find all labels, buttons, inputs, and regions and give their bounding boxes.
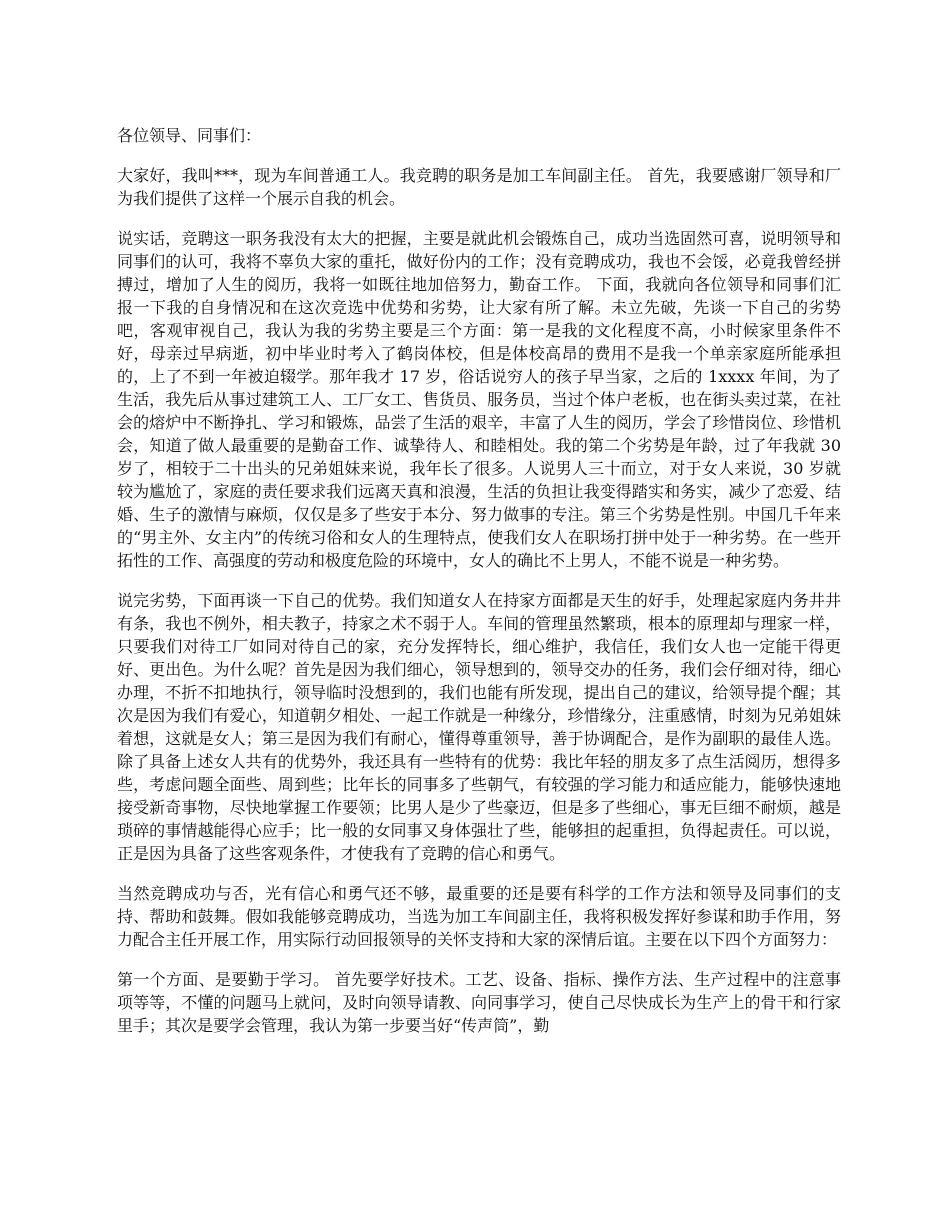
paragraph-strengths: 说完劣势，下面再谈一下自己的优势。我们知道女人在持家方面都是天生的好手，处理起家庭内务井井有条，我也不例外，相夫教子，持家之术不弱于人。车间的管理虽然繁琐，根本的原理却与理家一样，只要我们对待工厂如同对待自己的家，充分发挥特长，细心维护，我信任，我们女人也一定能干得更好、更出色。为什么呢？首先是因为我们细心，领导想到的，领导交办的任务，我们会仔细对待，细心办理，不折不扣地执行，领导临时没想到的，我们也能有所发现，提出自己的建议，给领导提个醒；其次是因为我们有爱心，知道朝夕相处、一起工作就是一种缘分，珍惜缘分，注重感情，时刻为兄弟姐妹着想，这就是女人；第三是因为我们有耐心，懂得尊重领导，善于协调配合，是作为副职的最佳人选。除了具备上述女人共有的优势外，我还具有一些特有的优势：我比年轻的朋友多了点生活阅历，想得多些，考虑问题全面些、周到些；比年长的同事多了些朝气，有较强的学习能力和适应能力，能够快速地接受新奇事物，尽快地掌握工作要领；比男人是少了些豪迈，但是多了些细心，事无巨细不耐烦，越是琐碎的事情越能得心应手；比一般的女同事又身体强壮了些，能够担的起重担，负得起责任。可以说，正是因为具备了这些客观条件，才使我有了竞聘的信心和勇气。 [117,591,841,863]
paragraph-weaknesses: 说实话，竞聘这一职务我没有太大的把握，主要是就此机会锻炼自己，成功当选固然可喜，说明领导和同事们的认可，我将不辜负大家的重托，做好份内的工作；没有竞聘成功，我也不会馁，必竟我曾经拼搏过，增加了人生的阅历，我将一如既往地加倍努力，勤奋工作。 下面，我就向各位领导和同事们汇报一下我的自身情况和在这次竞选中优势和劣势，让大家有所了解。未立先破，先谈一下自己的劣势吧，客观审视自己，我认为我的劣势主要是三个方面：第一是我的文化程度不高，小时候家里条件不好，母亲过早病逝，初中毕业时考入了鹤岗体校，但是体校高昂的费用不是我一个单亲家庭所能承担的，上了不到一年被迫辍学。那年我才 17 岁，俗话说穷人的孩子早当家，之后的 1xxxx 年间，为了生活，我先后从事过建筑工人、工厂女工、售货员、服务员，当过个体户老板，也在街头卖过菜，在社会的熔炉中不断挣扎、学习和锻炼，品尝了生活的艰辛，丰富了人生的阅历，学会了珍惜岗位、珍惜机会，知道了做人最重要的是勤奋工作、诚挚待人、和睦相处。我的第二个劣势是年龄，过了年我就 30 岁了，相较于二十出头的兄弟姐妹来说，我年长了很多。人说男人三十而立，对于女人来说，30 岁就较为尴尬了，家庭的责任要求我们远离天真和浪漫，生活的负担让我变得踏实和务实，减少了恋爱、结婚、生子的激情与麻烦，仅仅是多了些安于本分、努力做事的专注。第三个劣势是性别。中国几千年来的“男主外、女主内”的传统习俗和女人的生理特点，使我们女人在职场打拼中处于一种劣势。在一些开拓性的工作、高强度的劳动和极度危险的环境中，女人的确比不上男人，不能不说是一种劣势。 [117,229,847,570]
paragraph-plan: 当然竞聘成功与否，光有信心和勇气还不够，最重要的还是要有科学的工作方法和领导及同事们的支持、帮助和鼓舞。假如我能够竞聘成功，当选为加工车间副主任，我将积极发挥好参谋和助手作用，努力配合主任开展工作，用实际行动回报领导的关怀支持和大家的深情后谊。主要在以下四个方面努力： [117,884,841,949]
paragraph-intro: 大家好，我叫***，现为车间普通工人。我竞聘的职务是加工车间副主任。 首先，我要感谢厂领导和厂为我们提供了这样一个展示自我的机会。 [117,166,841,208]
salutation: 各位领导、同事们： [117,126,262,145]
paragraph-first-aspect: 第一个方面、是要勤于学习。 首先要学好技术。工艺、设备、指标、操作方法、生产过程中的注意事项等等，不懂的问题马上就问，及时向领导请教、向同事学习，使自己尽快成长为生产上的骨干和行家里手；其次是要学会管理，我认为第一步要当好“传声筒”，勤 [117,970,841,1035]
document-page [117,124,847,1054]
